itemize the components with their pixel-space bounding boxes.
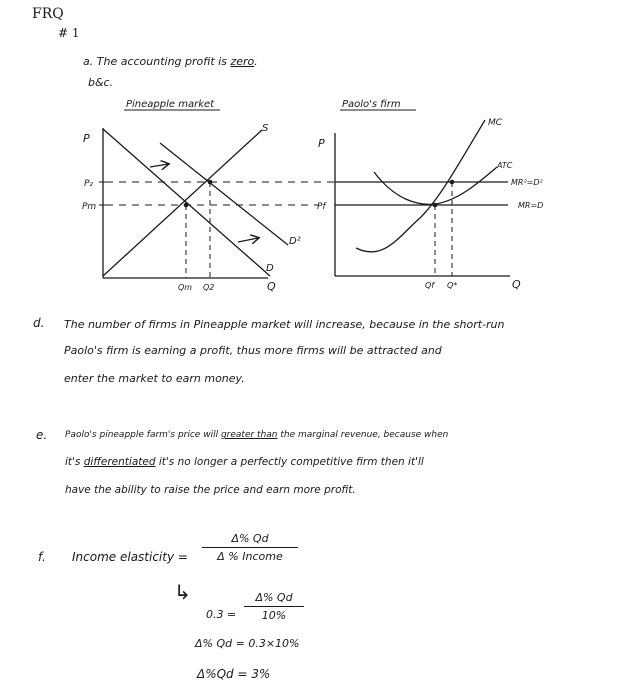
frq-title: FRQ bbox=[32, 6, 64, 22]
price-f-label: Pf bbox=[317, 202, 326, 212]
qty-2-label: Q2 bbox=[203, 283, 215, 292]
part-a-period: . bbox=[254, 55, 258, 68]
part-bc-label: b&c. bbox=[88, 76, 114, 89]
fraction-denominator: Δ % Income bbox=[217, 550, 283, 563]
firm-x-axis-label: Q bbox=[512, 278, 521, 291]
shift-arrow-top bbox=[150, 164, 168, 167]
part-a-label: a. bbox=[83, 55, 94, 68]
step-2: Δ% Qd = 0.3×10% bbox=[195, 637, 300, 650]
part-d-line-2: Paolo's firm is earning a profit, thus more firms will be attracted and bbox=[64, 344, 442, 357]
demand-1-label: D bbox=[266, 263, 274, 274]
qty-m-label: Qm bbox=[178, 283, 193, 292]
part-e-line-2-suffix: it's no longer a perfectly competitive firm then it'll bbox=[158, 456, 424, 468]
part-e-line-1-prefix: Paolo's pineapple farm's price will bbox=[65, 430, 219, 440]
mr2-label: MR²=D² bbox=[511, 178, 543, 187]
market-x-axis-label: Q bbox=[267, 280, 276, 293]
question-number: # 1 bbox=[58, 26, 80, 40]
step-1-lhs: 0.3 = bbox=[206, 608, 237, 621]
part-f-label: f. bbox=[38, 550, 46, 564]
part-e-line-1-suffix: the marginal revenue, because when bbox=[280, 430, 449, 440]
atc-label: ATC bbox=[497, 161, 513, 170]
part-a-text: The accounting profit is bbox=[96, 55, 227, 68]
market-graph-title: Pineapple market bbox=[126, 99, 215, 110]
price-m-label: Pm bbox=[82, 202, 97, 212]
part-e-line-1 bbox=[65, 430, 448, 440]
part-e-label: e. bbox=[36, 428, 48, 442]
supply-label: S bbox=[262, 123, 269, 134]
income-elasticity-lhs: Income elasticity = bbox=[72, 550, 188, 564]
qty-star-label: Q* bbox=[447, 281, 458, 290]
step-1-fraction bbox=[244, 591, 304, 622]
market-graph bbox=[82, 99, 301, 293]
mc-curve bbox=[356, 120, 485, 252]
fraction-numerator: Δ% Qd bbox=[231, 532, 269, 545]
step-1-numerator: Δ% Qd bbox=[255, 591, 293, 604]
part-a-answer: zero bbox=[230, 55, 255, 68]
supply-curve bbox=[103, 130, 262, 276]
income-elasticity-fraction bbox=[202, 532, 298, 563]
mc-label: MC bbox=[488, 118, 503, 128]
firm-y-axis-label: P bbox=[318, 137, 325, 150]
shift-arrow-bottom bbox=[238, 238, 258, 242]
demand-curve-2 bbox=[160, 143, 288, 245]
firm-graph bbox=[317, 99, 544, 291]
qty-f-label: Qf bbox=[425, 281, 435, 290]
step-1-denominator: 10% bbox=[261, 609, 287, 622]
step-3-result: Δ%Qd = 3% bbox=[197, 667, 271, 681]
part-d-label: d. bbox=[33, 316, 45, 330]
part-e-emphasis-1: greater than bbox=[220, 430, 278, 440]
graphs-area bbox=[0, 0, 626, 320]
mr-label: MR=D bbox=[518, 201, 544, 210]
part-e-line-2 bbox=[65, 456, 424, 468]
part-e-emphasis-2: differentiated bbox=[83, 456, 156, 468]
market-y-axis-label: P bbox=[83, 132, 90, 145]
down-right-arrow-icon: ↳ bbox=[174, 580, 191, 604]
part-d-line-1: The number of firms in Pineapple market will increase, because in the short-run bbox=[64, 318, 505, 331]
part-d-line-3: enter the market to earn money. bbox=[64, 372, 245, 385]
part-e-line-3: have the ability to raise the price and earn more profit. bbox=[65, 484, 356, 496]
demand-2-label: D² bbox=[289, 236, 301, 247]
price-2-label: P₂ bbox=[84, 179, 94, 189]
part-e-line-2-prefix: it's bbox=[65, 456, 81, 468]
firm-graph-title: Paolo's firm bbox=[342, 99, 401, 110]
